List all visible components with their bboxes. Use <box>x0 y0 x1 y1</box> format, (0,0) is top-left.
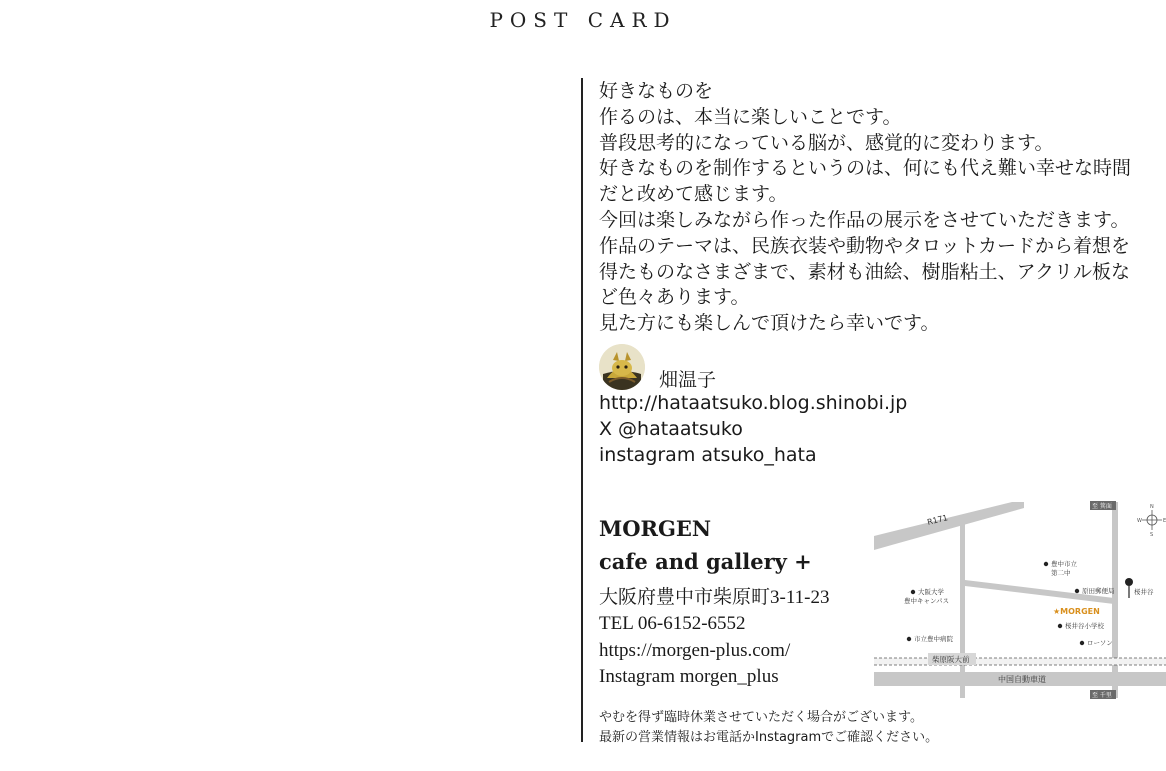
map-road-vertical-left <box>960 516 965 698</box>
artist-avatar <box>599 344 645 390</box>
map-landmark-jhs-2: 第二中 <box>1051 569 1071 577</box>
message-line: 普段思考的になっている脳が、感覚的に変わります。 <box>599 131 1054 154</box>
message-line: 作るのは、本当に楽しいことです。 <box>599 105 902 128</box>
message-line: 得たものなさまざまで、素材も油絵、樹脂粘土、アクリル板な <box>599 260 1131 283</box>
map-landmark-univ-1: 大阪大学 <box>918 588 944 596</box>
message-line: だと改めて感じます。 <box>599 183 788 206</box>
message-line: ど色々あります。 <box>599 286 750 309</box>
map-landmark-univ-2: 豊中キャンパス <box>904 597 950 605</box>
map-label-top: 至 箕面 <box>1092 503 1112 510</box>
svg-text:W: W <box>1137 518 1142 524</box>
notice-line-2: 最新の営業情報はお電話かInstagramでご確認ください。 <box>599 730 939 745</box>
postcard-title: POST CARD <box>489 8 677 32</box>
artist-name: 畑温子 <box>659 369 717 391</box>
map-road-r171 <box>874 502 1024 550</box>
venue-subtitle: cafe and gallery + <box>599 549 812 574</box>
message-line: 見た方にも楽しんで頂けたら幸いです。 <box>599 312 940 335</box>
message-block <box>599 79 1164 337</box>
message-line: 今回は楽しみながら作った作品の展示をさせていただきます。 <box>599 208 1130 231</box>
map-landmark-station: 桜井谷 <box>1134 588 1154 596</box>
artist-blog-link[interactable]: http://hataatsuko.blog.shinobi.jp <box>599 392 908 414</box>
access-map <box>872 498 1166 702</box>
artist-x-handle[interactable]: X @hataatsuko <box>599 417 743 440</box>
map-landmark-jhs-1: 豊中市立 <box>1051 560 1077 568</box>
venue-instagram[interactable]: Instagram morgen_plus <box>599 665 779 687</box>
venue-tel[interactable]: TEL 06-6152-6552 <box>599 613 746 635</box>
compass-icon <box>1137 504 1166 538</box>
artist-links <box>599 391 907 468</box>
map-venue-marker: ★MORGEN <box>1053 607 1100 616</box>
message-line: 好きなものを制作するというのは、何にも代え難い幸せな時間 <box>599 157 1132 180</box>
map-landmark-post-office: 原田郵便局 <box>1082 587 1115 595</box>
map-label-expressway: 中国自動車道 <box>998 675 1046 684</box>
message-line: 好きなものを <box>599 80 714 102</box>
map-road-shibahara <box>874 658 1166 665</box>
svg-text:E: E <box>1163 518 1166 524</box>
venue-url[interactable]: https://morgen-plus.com/ <box>599 639 791 661</box>
svg-text:S: S <box>1150 532 1154 538</box>
closure-notice <box>599 708 938 748</box>
map-landmark-school: 桜井谷小学校 <box>1065 622 1104 630</box>
map-label-r171: R171 <box>926 513 949 527</box>
message-line: 作品のテーマは、民族衣装や動物やタロットカードから着想を <box>599 234 1131 257</box>
vertical-divider <box>581 78 583 742</box>
venue-heading <box>599 512 812 578</box>
artist-instagram[interactable]: instagram atsuko_hata <box>599 443 817 466</box>
notice-line-1: やむを得ず臨時休業させていただく場合がございます。 <box>599 710 923 725</box>
svg-text:N: N <box>1150 504 1154 510</box>
venue-address: 大阪府豊中市柴原町3-11-23 <box>599 587 830 608</box>
map-label-bottom: 至 千里 <box>1092 692 1112 699</box>
map-landmark-hospital: 市立豊中病院 <box>914 635 953 643</box>
map-label-shibahara: 柴原阪大前 <box>932 655 970 664</box>
map-landmark-lawson: ローソン <box>1087 639 1113 647</box>
venue-info <box>599 585 829 690</box>
venue-name: MORGEN <box>599 516 712 541</box>
